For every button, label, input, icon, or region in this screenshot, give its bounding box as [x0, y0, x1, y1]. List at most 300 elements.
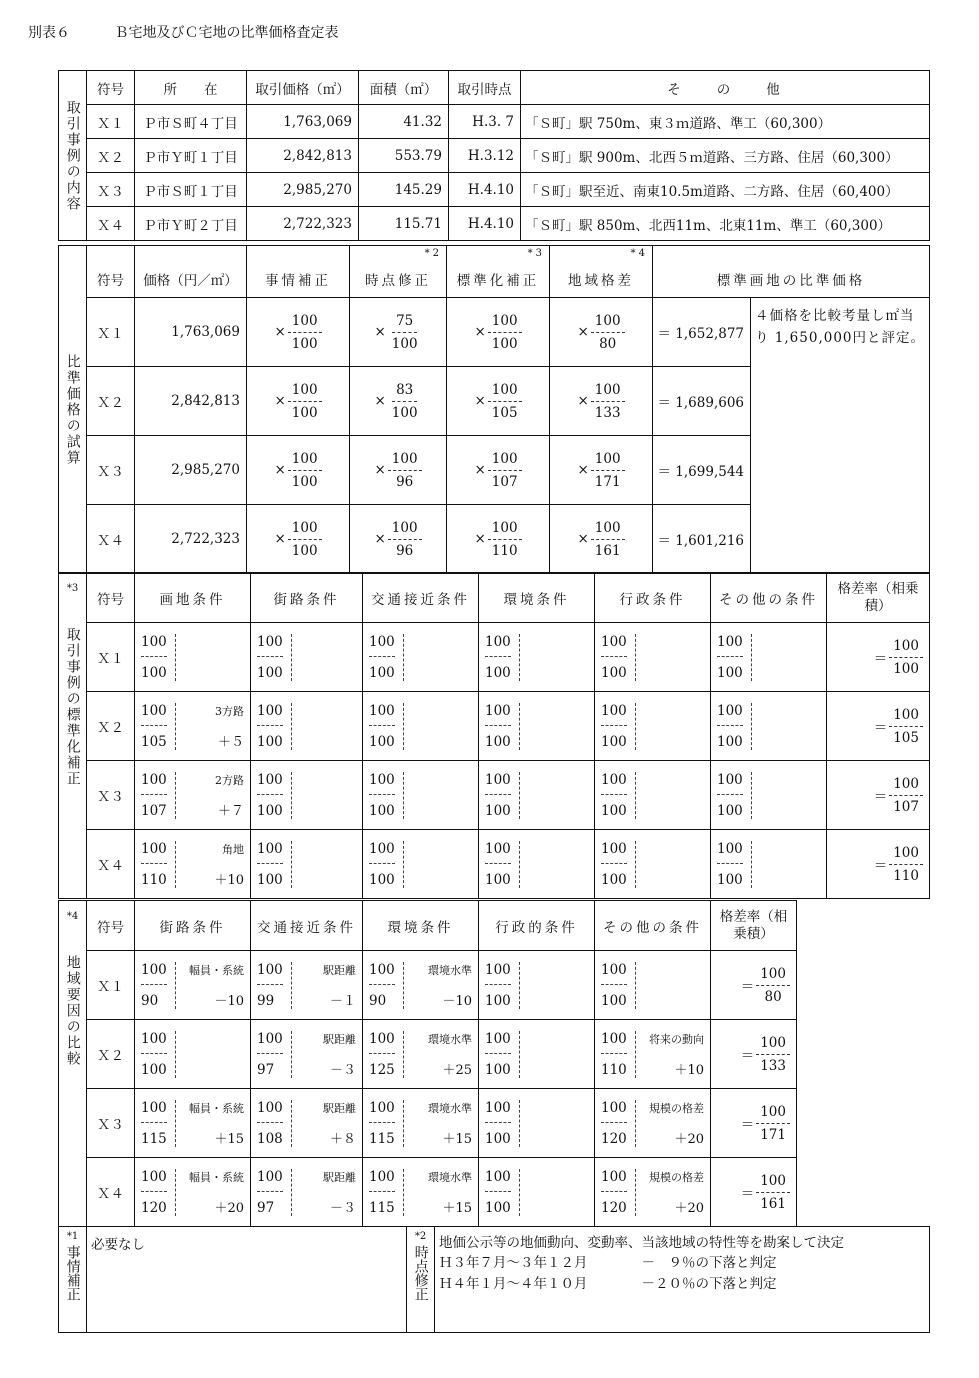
factor-pair	[485, 703, 588, 750]
fraction	[474, 382, 521, 421]
factor-cell	[135, 951, 251, 1020]
result-cell: ＝ 1,689,606	[653, 367, 751, 436]
factor-reason: 環境水準	[428, 963, 472, 977]
factor-reason: 環境水準	[428, 1032, 472, 1046]
factor-pair	[257, 703, 356, 750]
denominator: 105	[491, 404, 518, 421]
factor-cell	[550, 436, 653, 505]
column-header: 格差率（相乗積）	[827, 573, 930, 623]
factor-cell	[550, 367, 653, 436]
rate-expression	[874, 638, 923, 677]
factor-cell	[350, 436, 447, 505]
blank-cell	[797, 901, 931, 1227]
factor-pair	[141, 962, 244, 1009]
denominator: 107	[141, 802, 167, 819]
denominator: 100	[369, 802, 395, 819]
factor-pair	[485, 841, 588, 888]
factor-cell	[595, 623, 711, 692]
denominator: 100	[485, 1130, 511, 1147]
denominator: 100	[717, 802, 743, 819]
factor-cell	[595, 692, 711, 761]
note1-text: 必要なし	[87, 1227, 407, 1333]
factor-cell	[363, 1158, 479, 1227]
factor-cell	[350, 367, 447, 436]
factor-pair	[369, 1169, 472, 1216]
factor-cell	[595, 1158, 711, 1227]
numerator: 100	[141, 634, 167, 657]
numerator: 100	[717, 703, 743, 726]
fraction	[374, 313, 421, 352]
factor-fraction	[141, 772, 176, 819]
factor-pair	[601, 772, 704, 819]
factor-cell	[363, 623, 479, 692]
numerator: 100	[369, 634, 395, 657]
case-row	[59, 173, 930, 207]
section1-side-text: 取引事例の内容	[64, 99, 81, 212]
fraction-stack	[488, 451, 522, 490]
fraction	[577, 451, 624, 490]
result-cell: ＝ 1,601,216	[653, 505, 751, 574]
factor-fraction	[141, 703, 176, 750]
numerator: 100	[485, 634, 511, 657]
rate-fraction	[756, 1035, 790, 1074]
numerator: 100	[141, 962, 167, 985]
factor-reason: 2方路	[215, 773, 244, 787]
multiply-sign: ×	[274, 393, 286, 409]
factor-row	[59, 830, 930, 899]
factor-adjust: ＋７	[217, 803, 244, 819]
denominator: 100	[893, 660, 919, 677]
factor-note	[645, 1031, 704, 1078]
factor-pair	[257, 634, 356, 681]
case-cell: Ｘ４	[87, 207, 135, 241]
section4-side	[59, 901, 87, 1227]
case-cell: 「Ｓ町」駅至近、南東10.5m道路、二方路、住居（60,400）	[521, 173, 930, 207]
factor-pair	[141, 841, 244, 888]
denominator: 100	[369, 733, 395, 750]
conclusion-cell: ４価格を比較考量し㎡当り 1,650,000円と評定。	[751, 298, 930, 574]
fraction	[577, 313, 624, 352]
factor-pair	[141, 1100, 244, 1147]
note-mark: *2	[424, 248, 442, 259]
rate-fraction	[756, 1173, 790, 1212]
denominator: 97	[257, 1061, 275, 1078]
denominator: 90	[369, 992, 387, 1009]
case-cell: Ｘ１	[87, 105, 135, 139]
numerator: 100	[591, 520, 625, 540]
factor-fraction	[485, 1031, 520, 1078]
numerator: 100	[257, 703, 283, 726]
case-cell: 1,763,069	[247, 105, 359, 139]
column-header	[135, 246, 247, 298]
factor-fraction	[717, 772, 752, 819]
denominator: 100	[369, 871, 395, 888]
factor-cell	[135, 1020, 251, 1089]
factor-pair	[601, 1100, 704, 1147]
factor-note	[816, 841, 820, 888]
numerator: 100	[141, 772, 167, 795]
factor-cell	[447, 505, 550, 574]
table-number: 別表６	[28, 25, 70, 41]
denominator: 100	[485, 802, 511, 819]
numerator: 100	[488, 520, 522, 540]
factor-fraction	[369, 634, 404, 681]
factor-reason: 幅員・系統	[189, 963, 244, 977]
multiply-sign: ×	[474, 462, 486, 478]
numerator: 100	[141, 841, 167, 864]
factor-cell	[247, 505, 350, 574]
factor-fraction	[485, 1169, 520, 1216]
factor-note	[468, 772, 472, 819]
denominator: 161	[760, 1195, 786, 1212]
factor-fraction	[257, 1100, 292, 1147]
factor-cell	[595, 761, 711, 830]
denominator: 100	[491, 335, 518, 352]
factor-note	[645, 1100, 704, 1147]
denominator: 115	[369, 1130, 395, 1147]
factor-pair	[141, 703, 244, 750]
note2-text	[435, 1227, 930, 1333]
denominator: 115	[369, 1199, 395, 1216]
note1-label: 事情補正	[64, 1245, 81, 1301]
note-mark: *4	[66, 911, 79, 922]
denominator: 110	[601, 1061, 627, 1078]
rate-fraction	[889, 638, 923, 677]
case-cell: 145.29	[359, 173, 449, 207]
factor-adjust: ＋20	[214, 1200, 244, 1216]
section4-side-text: 地域要因の比較	[64, 955, 81, 1067]
factor-fraction	[257, 703, 292, 750]
factor-pair	[485, 1100, 588, 1147]
factor-note	[211, 772, 244, 819]
factor-fraction	[601, 634, 636, 681]
factor-adjust: ＋８	[329, 1131, 356, 1147]
numerator: 100	[288, 382, 322, 402]
factor-cell	[550, 505, 653, 574]
numerator: 100	[485, 1100, 511, 1123]
denominator: 100	[369, 664, 395, 681]
section2-side-text: 比準価格の試算	[64, 353, 81, 466]
factor-note	[584, 1100, 588, 1147]
denominator: 107	[491, 473, 518, 490]
factor-fraction	[601, 962, 636, 1009]
factor-note	[352, 703, 356, 750]
numerator: 100	[288, 313, 322, 333]
numerator: 100	[257, 841, 283, 864]
factor-pair	[601, 962, 704, 1009]
factor-cell	[363, 761, 479, 830]
factor-pair	[257, 1100, 356, 1147]
factor-pair	[485, 1031, 588, 1078]
factor-note	[319, 962, 356, 1009]
factor-adjust: －３	[329, 1200, 356, 1216]
factor-reason: 3方路	[215, 704, 244, 718]
factor-fraction	[141, 1031, 176, 1078]
factor-pair	[485, 772, 588, 819]
multiply-sign: ×	[274, 531, 286, 547]
header-row	[59, 246, 930, 298]
header-row	[59, 901, 931, 951]
denominator: 171	[760, 1126, 786, 1143]
column-header-text: 価格（円／㎡）	[143, 273, 238, 289]
numerator: 100	[141, 703, 167, 726]
numerator: 100	[288, 451, 322, 471]
factor-note	[185, 1169, 244, 1216]
factor-pair	[717, 841, 820, 888]
section1-side	[59, 71, 87, 241]
factor-cell	[251, 692, 363, 761]
column-header-text: 時点修正	[365, 273, 431, 289]
factor-reason: 駅距離	[323, 963, 356, 977]
multiply-sign: ×	[577, 462, 589, 478]
factor-fraction	[601, 1031, 636, 1078]
factor-cell	[251, 951, 363, 1020]
column-header-text: 標準画地の比準価格	[716, 273, 866, 289]
numerator: 100	[591, 451, 625, 471]
factor-cell	[350, 298, 447, 367]
column-header: 街路条件	[135, 901, 251, 951]
column-header: 交通接近条件	[251, 901, 363, 951]
factor-row	[59, 761, 930, 830]
case-cell: 553.79	[359, 139, 449, 173]
fraction-stack	[388, 520, 422, 559]
denominator: 107	[893, 798, 919, 815]
factor-note	[185, 962, 244, 1009]
case-cell: 2,842,813	[247, 139, 359, 173]
numerator: 100	[601, 1031, 627, 1054]
factor-pair	[141, 772, 244, 819]
factor-pair	[369, 841, 472, 888]
factor-pair	[485, 634, 588, 681]
rate-expression	[741, 1035, 790, 1074]
rate-cell	[711, 1158, 797, 1227]
column-header: 格差率（相乗積）	[711, 901, 797, 951]
factor-fraction	[601, 772, 636, 819]
factor-pair	[485, 1169, 588, 1216]
factor-pair	[369, 772, 472, 819]
denominator: 100	[485, 664, 511, 681]
factor-note	[584, 772, 588, 819]
numerator: 100	[601, 1169, 627, 1192]
factor-pair	[369, 1100, 472, 1147]
factor-cell	[447, 298, 550, 367]
fraction	[374, 382, 421, 421]
fraction	[577, 520, 624, 559]
factor-adjust: －３	[329, 1062, 356, 1078]
factor-cell	[251, 1020, 363, 1089]
factor-fraction	[369, 703, 404, 750]
factor-pair	[141, 634, 244, 681]
factor-pair	[717, 634, 820, 681]
numerator: 100	[756, 1104, 790, 1124]
denominator: 105	[893, 729, 919, 746]
factor-pair	[141, 1169, 244, 1216]
factor-cell	[479, 623, 595, 692]
case-cell: Ｘ２	[87, 139, 135, 173]
factor-fraction	[369, 772, 404, 819]
row-price: 1,763,069	[135, 298, 247, 367]
numerator: 100	[257, 1100, 283, 1123]
denominator: 100	[291, 473, 318, 490]
row-id: Ｘ３	[87, 1089, 135, 1158]
case-cell: H.3.12	[449, 139, 521, 173]
factor-cell	[447, 436, 550, 505]
column-header: 街路条件	[251, 573, 363, 623]
denominator: 105	[141, 733, 167, 750]
factor-cell	[595, 1020, 711, 1089]
column-header-text: 地域格差	[568, 273, 634, 289]
denominator: 80	[764, 988, 782, 1005]
factor-cell	[247, 436, 350, 505]
multiply-sign: ×	[374, 462, 386, 478]
denominator: 100	[601, 871, 627, 888]
factor-cell	[711, 830, 827, 899]
denominator: 120	[601, 1130, 627, 1147]
header-row	[59, 573, 930, 623]
note-mark: *3	[527, 248, 545, 259]
denominator: 133	[594, 404, 621, 421]
numerator: 100	[601, 703, 627, 726]
factor-row	[59, 692, 930, 761]
factor-cell	[479, 1089, 595, 1158]
multiply-sign: ×	[474, 531, 486, 547]
row-id: Ｘ２	[87, 367, 135, 436]
fraction	[577, 382, 624, 421]
rate-cell	[711, 1089, 797, 1158]
numerator: 100	[485, 772, 511, 795]
column-header	[550, 246, 653, 298]
factor-reason: 駅距離	[323, 1032, 356, 1046]
column-header: 環境条件	[479, 573, 595, 623]
numerator: 100	[756, 966, 790, 986]
factor-pair	[141, 1031, 244, 1078]
denominator: 100	[601, 802, 627, 819]
note2-side	[407, 1227, 435, 1333]
column-header: その他の条件	[711, 573, 827, 623]
factor-fraction	[717, 703, 752, 750]
column-header: 画地条件	[135, 573, 251, 623]
factor-pair	[257, 1031, 356, 1078]
factor-cell	[479, 830, 595, 899]
factor-cell	[363, 830, 479, 899]
factor-fraction	[369, 1031, 404, 1078]
fraction-stack	[288, 520, 322, 559]
factor-cell	[711, 761, 827, 830]
row-price: 2,985,270	[135, 436, 247, 505]
denominator: 100	[141, 664, 167, 681]
numerator: 100	[485, 841, 511, 864]
numerator: 100	[288, 520, 322, 540]
factor-adjust: －１	[329, 993, 356, 1009]
factor-adjust: ＋20	[674, 1131, 704, 1147]
factor-pair	[369, 703, 472, 750]
multiply-sign: ×	[577, 393, 589, 409]
factor-cell	[135, 830, 251, 899]
rate-expression	[741, 1173, 790, 1212]
numerator: 100	[601, 962, 627, 985]
case-cell: 2,985,270	[247, 173, 359, 207]
denominator: 99	[257, 992, 275, 1009]
factor-cell	[595, 1089, 711, 1158]
case-cell: H.4.10	[449, 207, 521, 241]
factor-note	[700, 703, 704, 750]
multiply-sign: ×	[374, 531, 386, 547]
factor-cell	[363, 951, 479, 1020]
fraction	[274, 451, 321, 490]
factor-note	[584, 1169, 588, 1216]
factor-pair	[601, 703, 704, 750]
denominator: 100	[257, 733, 283, 750]
denominator: 100	[601, 664, 627, 681]
denominator: 115	[141, 1130, 167, 1147]
numerator: 100	[717, 634, 743, 657]
column-header: 所 在	[135, 71, 247, 105]
factor-note	[700, 634, 704, 681]
factor-fraction	[601, 1169, 636, 1216]
rate-cell	[827, 761, 930, 830]
factor-cell	[479, 951, 595, 1020]
numerator: 100	[369, 1169, 395, 1192]
factor-pair	[485, 962, 588, 1009]
factor-fraction	[141, 634, 176, 681]
factor-pair	[257, 772, 356, 819]
numerator: 100	[257, 1169, 283, 1192]
factor-fraction	[141, 1100, 176, 1147]
equals-sign: ＝	[873, 858, 888, 874]
fraction-stack	[591, 313, 625, 352]
factor-cell	[350, 505, 447, 574]
denominator: 171	[594, 473, 621, 490]
numerator: 100	[369, 703, 395, 726]
column-header: その他の条件	[595, 901, 711, 951]
numerator: 100	[369, 962, 395, 985]
factor-adjust: －10	[214, 993, 244, 1009]
numerator: 100	[388, 520, 422, 540]
denominator: 100	[485, 1061, 511, 1078]
column-header-text: 事情補正	[265, 273, 331, 289]
column-header: 行政的条件	[479, 901, 595, 951]
denominator: 100	[257, 871, 283, 888]
multiply-sign: ×	[274, 324, 286, 340]
equals-sign: ＝	[740, 1186, 755, 1202]
section2-side	[59, 246, 87, 574]
factor-cell	[135, 1158, 251, 1227]
fraction-stack	[591, 520, 625, 559]
factor-pair	[601, 841, 704, 888]
column-header	[447, 246, 550, 298]
factor-adjust: ＋15	[442, 1200, 472, 1216]
denominator: 100	[601, 733, 627, 750]
factor-fraction	[717, 841, 752, 888]
factor-fraction	[485, 703, 520, 750]
factor-pair	[717, 772, 820, 819]
factor-pair	[601, 1169, 704, 1216]
denominator: 120	[141, 1199, 167, 1216]
factor-reason: 幅員・系統	[189, 1101, 244, 1115]
factor-adjust: ＋10	[674, 1062, 704, 1078]
rate-cell	[827, 692, 930, 761]
note2-line: 地価公示等の地価動向、変動率、当該地域の特性等を勘案して決定	[439, 1235, 844, 1251]
factor-cell	[251, 623, 363, 692]
numerator: 100	[369, 772, 395, 795]
factor-cell	[135, 1089, 251, 1158]
numerator: 100	[889, 638, 923, 658]
column-header	[247, 246, 350, 298]
fraction-stack	[388, 382, 422, 421]
factor-cell	[251, 761, 363, 830]
factor-fraction	[601, 841, 636, 888]
numerator: 100	[369, 1031, 395, 1054]
